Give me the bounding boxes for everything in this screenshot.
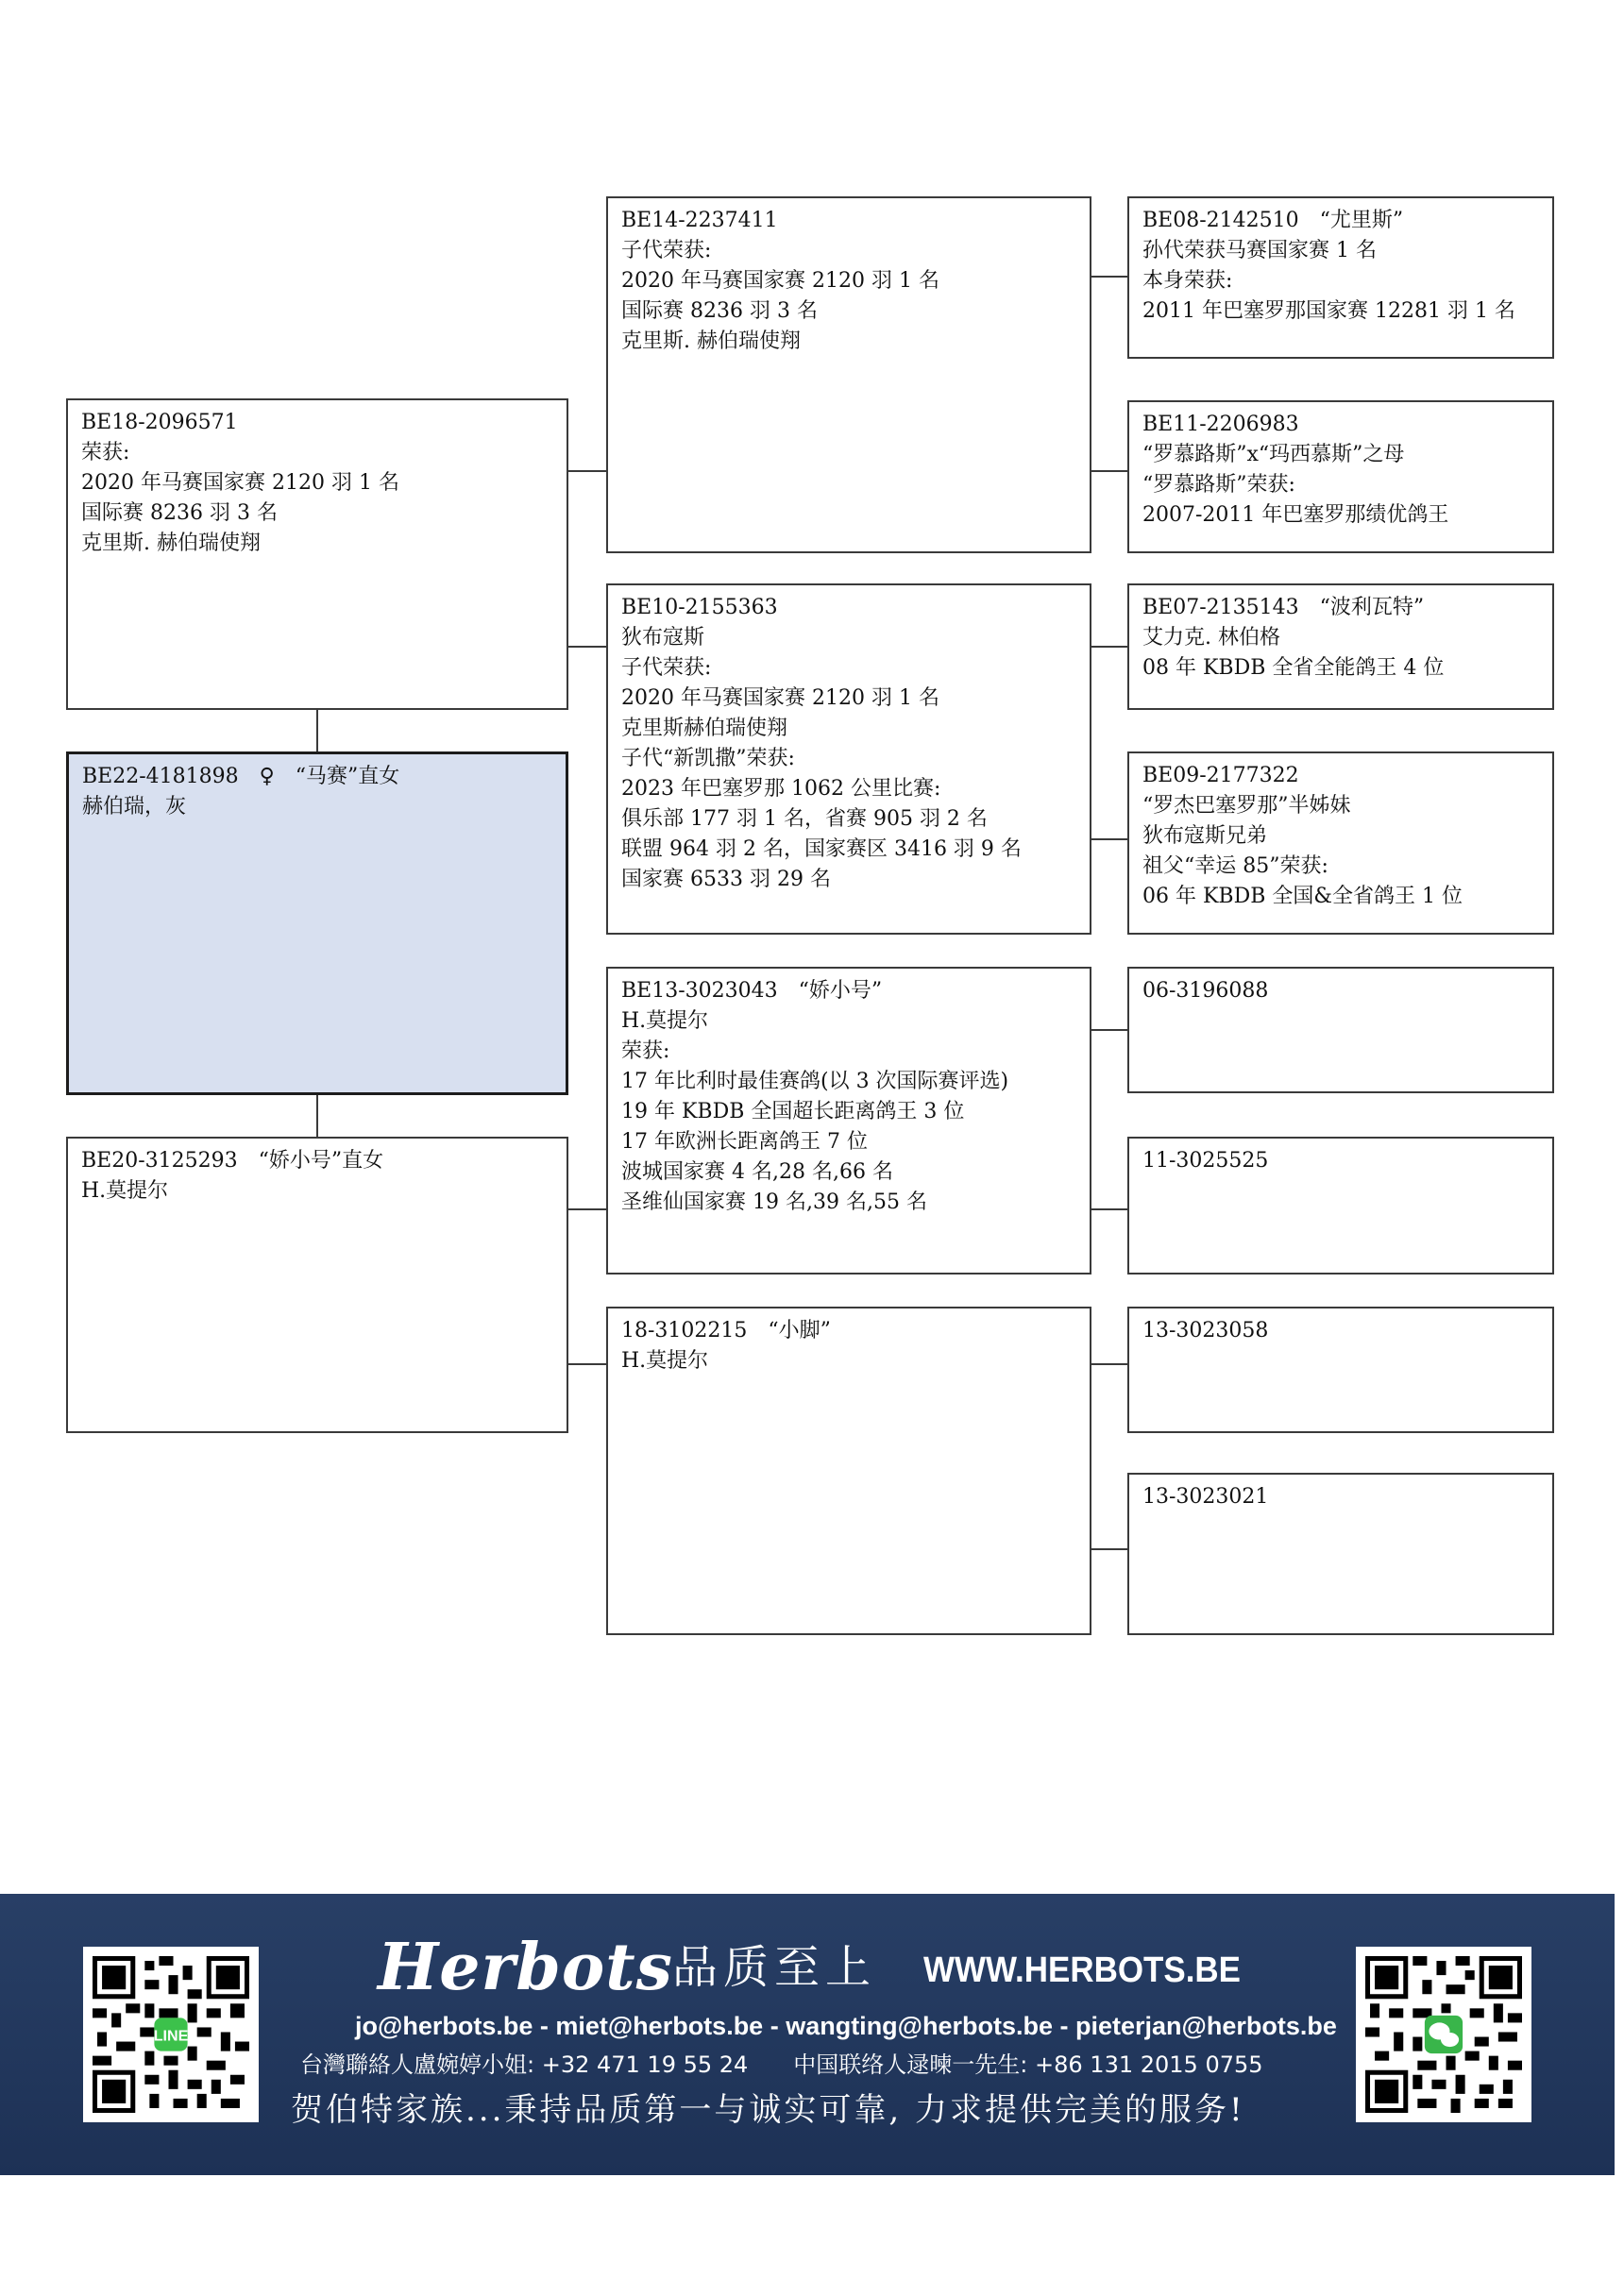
card-line: 孙代荣获马赛国家赛 1 名 — [1142, 239, 1377, 262]
herbots-logo: Herbots — [378, 1930, 673, 2005]
qr-left-svg — [93, 1956, 249, 2113]
connector-dd-dam — [1091, 1548, 1127, 1550]
card-line: “罗慕路斯”荣获: — [1142, 473, 1295, 497]
dam-card — [66, 1137, 568, 1433]
card-line: 18-3102215 “小脚” — [621, 1319, 831, 1342]
card-line: 俱乐部 177 羽 1 名，省赛 905 羽 2 名 — [621, 807, 988, 831]
connector-subject-dam — [316, 1095, 318, 1137]
card-line: BE07-2135143 “波利瓦特” — [1142, 596, 1425, 619]
footer-banner — [0, 1894, 1615, 2175]
card-line: 06 年 KBDB 全国&全省鸽王 1 位 — [1142, 885, 1463, 908]
family-motto: 贺伯特家族...秉持品质第一与诚实可靠, 力求提供完美的服务! — [291, 2091, 1245, 2129]
card-line: 艾力克. 林伯格 — [1142, 626, 1280, 650]
card-line: 06-3196088 — [1142, 979, 1269, 1003]
ds-sire-card — [1127, 967, 1554, 1093]
card-line: “罗慕路斯”x“玛西慕斯”之母 — [1142, 443, 1405, 466]
card-line: H.莫提尔 — [621, 1009, 709, 1033]
card-line: 狄布寇斯兄弟 — [1142, 824, 1268, 848]
card-line: 17 年欧洲长距离鸽王 7 位 — [621, 1130, 868, 1154]
connector-sd-sire — [1091, 646, 1127, 648]
card-line: 17 年比利时最佳赛鸽(以 3 次国际赛评选) — [621, 1070, 1009, 1093]
sire-card — [66, 398, 568, 710]
card-line: 赫伯瑞，灰 — [82, 795, 187, 819]
brand-row — [378, 1930, 1265, 2005]
dam-dam-card — [606, 1307, 1091, 1635]
card-line: 13-3023021 — [1142, 1485, 1269, 1509]
card-line: 荣获: — [621, 1039, 670, 1063]
connector-sire-subject — [316, 710, 318, 751]
card-line: 2011 年巴塞罗那国家赛 12281 羽 1 名 — [1142, 299, 1515, 323]
card-line: 13-3023058 — [1142, 1319, 1269, 1342]
connector-ds-sire — [1091, 1029, 1127, 1031]
card-line: 2020 年马赛国家赛 2120 羽 1 名 — [81, 471, 399, 495]
card-line: 11-3025525 — [1142, 1149, 1269, 1173]
connector-sire-ss — [568, 470, 606, 472]
card-line: BE14-2237411 — [621, 209, 778, 232]
card-line: BE08-2142510 “尤里斯” — [1142, 209, 1404, 232]
qr-code-left[interactable] — [83, 1947, 259, 2122]
card-line: 狄布寇斯 — [621, 626, 705, 650]
card-line: BE20-3125293 “娇小号”直女 — [81, 1149, 384, 1173]
sire-dam-card — [606, 583, 1091, 935]
card-line: 克里斯. 赫伯瑞使翔 — [621, 329, 801, 353]
card-line: 子代荣获: — [621, 656, 712, 680]
card-line: 联盟 964 羽 2 名，国家赛区 3416 羽 9 名 — [621, 837, 1022, 861]
card-line: BE10-2155363 — [621, 596, 778, 619]
ss-dam-card — [1127, 400, 1554, 553]
card-line: H.莫提尔 — [621, 1349, 709, 1373]
card-line: 子代“新凯撒”荣获: — [621, 747, 795, 770]
card-line: BE22-4181898 ♀ “马赛”直女 — [82, 765, 400, 788]
card-line: 08 年 KBDB 全省全能鸽王 4 位 — [1142, 656, 1445, 680]
dam-sire-card — [606, 967, 1091, 1275]
card-line: 克里斯. 赫伯瑞使翔 — [81, 532, 261, 555]
svg-text:LINE: LINE — [153, 2027, 189, 2045]
card-line: 2007-2011 年巴塞罗那绩优鸽王 — [1142, 503, 1449, 527]
card-line: 国际赛 8236 羽 3 名 — [621, 299, 818, 323]
card-line: 祖父“幸运 85”荣获: — [1142, 854, 1328, 878]
connector-ss-dam — [1091, 470, 1127, 472]
card-line: BE18-2096571 — [81, 411, 238, 434]
sd-dam-card — [1127, 751, 1554, 935]
card-line: 2020 年马赛国家赛 2120 羽 1 名 — [621, 269, 939, 293]
card-line: 子代荣获: — [621, 239, 712, 262]
connector-sire-sd — [568, 646, 606, 648]
sd-sire-card — [1127, 583, 1554, 710]
ds-dam-card — [1127, 1137, 1554, 1275]
dd-sire-card — [1127, 1307, 1554, 1433]
card-line: BE13-3023043 “娇小号” — [621, 979, 883, 1003]
connector-dam-ds — [568, 1208, 606, 1210]
card-line: 圣维仙国家赛 19 名,39 名,55 名 — [621, 1190, 927, 1214]
card-line: BE09-2177322 — [1142, 764, 1299, 787]
email-addresses[interactable]: jo@herbots.be - miet@herbots.be - wangting@herbots.be - pieterjan@herbots.be — [355, 2012, 1337, 2040]
connector-dam-dd — [568, 1363, 606, 1365]
connector-ss-sire — [1091, 276, 1127, 278]
subject-card — [66, 751, 568, 1095]
dd-dam-card — [1127, 1473, 1554, 1635]
card-line: 2023 年巴塞罗那 1062 公里比赛: — [621, 777, 941, 801]
card-line: “罗杰巴塞罗那”半姊妹 — [1142, 794, 1351, 818]
card-line: 2020 年马赛国家赛 2120 羽 1 名 — [621, 686, 939, 710]
card-line: 国家赛 6533 羽 29 名 — [621, 868, 831, 891]
card-line: H.莫提尔 — [81, 1179, 169, 1203]
connector-ds-dam — [1091, 1208, 1127, 1210]
website-link[interactable]: WWW.HERBOTS.BE — [923, 1950, 1241, 1990]
card-line: 克里斯赫伯瑞使翔 — [621, 717, 788, 740]
connector-dd-sire — [1091, 1363, 1127, 1365]
card-line: 荣获: — [81, 441, 130, 464]
contact-numbers: 台灣聯絡人盧婉婷小姐: +32 471 19 55 24 中国联络人逯暕一先生: +86 131 2015 0755 — [300, 2051, 1263, 2078]
card-line: BE11-2206983 — [1142, 413, 1299, 436]
ss-sire-card — [1127, 196, 1554, 359]
connector-sd-dam — [1091, 838, 1127, 840]
qr-code-right[interactable] — [1356, 1947, 1531, 2122]
sire-sire-card — [606, 196, 1091, 553]
brand-slogan: 品质至上 — [672, 1941, 877, 1994]
card-line: 本身荣获: — [1142, 269, 1233, 293]
card-line: 波城国家赛 4 名,28 名,66 名 — [621, 1160, 893, 1184]
qr-right-svg — [1365, 1956, 1522, 2113]
card-line: 国际赛 8236 羽 3 名 — [81, 501, 278, 525]
card-line: 19 年 KBDB 全国超长距离鸽王 3 位 — [621, 1100, 965, 1123]
